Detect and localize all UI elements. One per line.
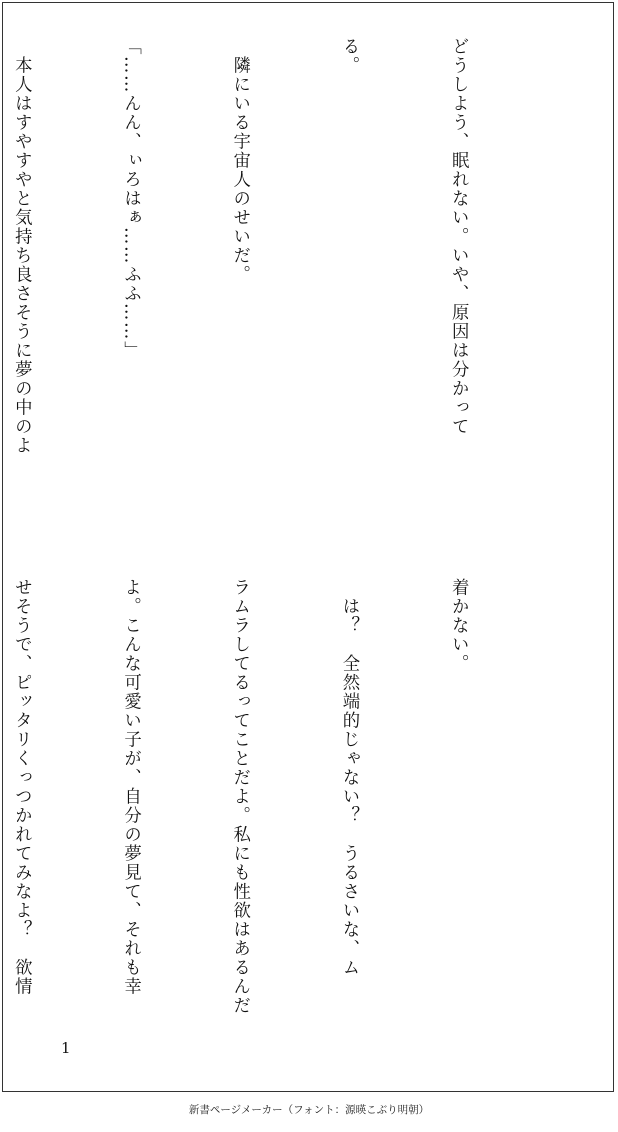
text-block-bottom	[0, 578, 549, 1048]
text-line: よ。こんな可愛い子が、自分の夢見て、それも幸	[120, 578, 141, 996]
text-block-top	[0, 37, 549, 527]
page-number: 1	[61, 1039, 71, 1057]
text-line: 「……んん、ぃろはぁ……ふふ……」	[120, 37, 141, 360]
text-line: 隣にいる宇宙人のせいだ。	[229, 37, 250, 284]
text-line: は？ 全然端的じゃない？ うるさいな、ム	[338, 578, 359, 977]
text-line: 本人はすやすやと気持ち良さそうに夢の中のよ	[11, 37, 32, 455]
footer-credit: 新書ページメーカー（フォント：源暎こぶり明朝）	[188, 1104, 430, 1116]
manuscript-page	[2, 2, 614, 1092]
text-line: どうしよう、眠れない。いや、原因は分かって	[448, 37, 469, 436]
text-line: る。	[338, 37, 359, 75]
text-line: ラムラしてるってことだよ。私にも性欲はあるんだ	[229, 578, 250, 1015]
text-line: 着かない。	[448, 578, 469, 673]
text-line: せそうで、ピッタリくっつかれてみなよ？ 欲情	[11, 578, 32, 996]
